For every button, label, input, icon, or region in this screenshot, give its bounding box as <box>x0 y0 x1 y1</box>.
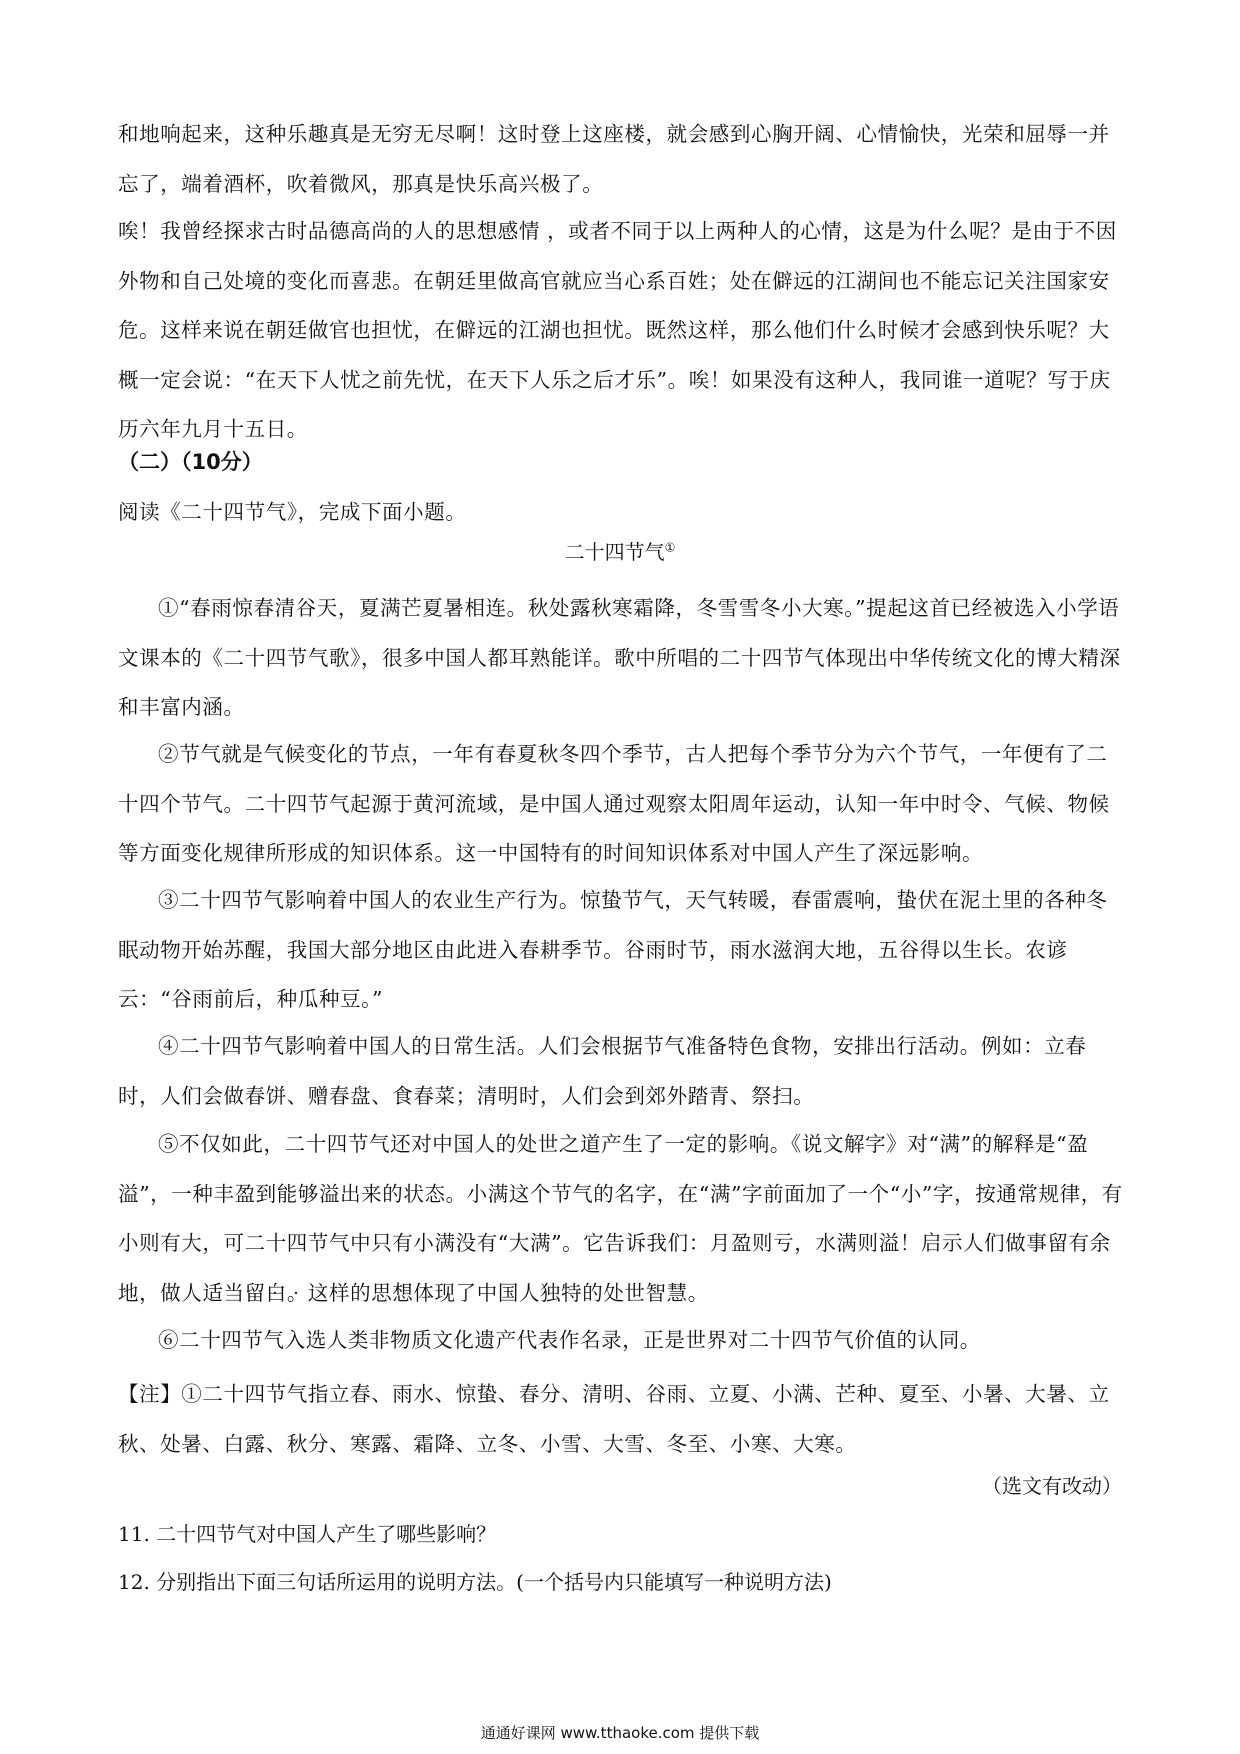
article-paragraph-4: ④二十四节气影响着中国人的日常生活。人们会根据节气准备特色食物，安排出行活动。例如：立春时，人们会做春饼、赠春盘、食春菜；清明时，人们会到郊外踏青、祭扫。 <box>118 1034 1087 1108</box>
article-paragraph-6: ⑥二十四节气入选人类非物质文化遗产代表作名录，正是世界对二十四节气价值的认同。 <box>158 1328 981 1352</box>
source-note: （选文有改动） <box>982 1474 1122 1498</box>
article-note: 【注】①二十四节气指立春、雨水、惊蛰、春分、清明、谷雨、立夏、小满、芒种、夏至、小暑、大暑、立秋、处暑、白露、秋分、寒露、霜降、立冬、小雪、大雪、冬至、小寒、大寒。 <box>118 1382 1110 1456</box>
article-paragraph-2: ②节气就是气候变化的节点，一年有春夏秋冬四个季节，古人把每个季节分为六个节气，一年便有了二十四个节气。二十四节气起源于黄河流域，是中国人通过观察太阳周年运动，认知一年中时令、气候、物候等方面变化规律所形成的知识体系。这一中国特有的时间知识体系对中国人产生了深远影响。 <box>118 742 1110 865</box>
reading-instruction: 阅读《二十四节气》，完成下面小题。 <box>118 500 467 524</box>
emphasis-char-2: 白 · <box>266 1281 287 1305</box>
section-heading: （二）（10分） <box>118 450 263 474</box>
article-title-footnote-mark: ① <box>664 540 676 555</box>
article-paragraph-5-tail: 。这样的思想体现了中国人独特的处世智慧。 <box>286 1280 709 1305</box>
page-footer: 通通好课网 www.tthaoke.com 提供下载 <box>480 1724 760 1742</box>
article-title <box>0 536 1240 565</box>
article-paragraph-5 <box>118 1120 1128 1318</box>
article-paragraph-3: ③二十四节气影响着中国人的农业生产行为。惊蛰节气，天气转暖，春雷震响，蛰伏在泥土里的各种冬眠动物开始苏醒，我国大部分地区由此进入春耕季节。谷雨时节，雨水滋润大地，五谷得以生长。农谚云：“谷雨前后，种瓜种豆。” <box>118 888 1108 1011</box>
article-title-text: 二十四节气 <box>564 540 665 564</box>
translation-paragraph-2: 唉！我曾经探求古时品德高尚的人的思想感情 ，或者不同于以上两种人的心情，这是为什么呢？是由于不因外物和自己处境的变化而喜悲。在朝廷里做高官就应当心系百姓；处在僻远的江湖间也不能忘记关注国家安危。这样来说在朝廷做官也担忧，在僻远的江湖也担忧。既然这样，那么他们什么时候才会感到快乐呢？大概一定会说：“在天下人忧之前先忧，在天下人乐之后才乐”。唉！如果没有这种人，我同谁一道呢？写于庆历六年九月十五日。 <box>118 219 1117 441</box>
question-12: 12. 分别指出下面三句话所运用的说明方法。(一个括号内只能填写一种说明方法) <box>118 1570 832 1594</box>
article-paragraph-1: ①“春雨惊春清谷天，夏满芒夏暑相连。秋处露秋寒霜降，冬雪雪冬小大寒。”提起这首已经被选入小学语文课本的《二十四节气歌》，很多中国人都耳熟能详。歌中所唱的二十四节气体现出中华传统文化的博大精深和丰富内涵。 <box>118 596 1121 719</box>
article-paragraph-5-text: ⑤不仅如此，二十四节气还对中国人的处世之道产生了一定的影响。《说文解字》对“满”的解释是“盈溢”，一种丰盈到能够溢出来的状态。小满这个节气的名字，在“满”字前面加了一个“小”字，按通常规律，有小则有大，可二十四节气中只有小满没有“大满”。它告诉我们：月盈则亏，水满则溢！启示人们做事留有余地，做人适当 <box>118 1132 1123 1305</box>
question-11: 11. 二十四节气对中国人产生了哪些影响？ <box>118 1522 497 1546</box>
translation-paragraph-1: 和地响起来，这种乐趣真是无穷无尽啊！这时登上这座楼，就会感到心胸开阔、心情愉快，光荣和屈辱一并忘了，端着酒杯，吹着微风，那真是快乐高兴极了。 <box>118 122 1110 196</box>
emphasis-char-1: 留 · <box>245 1281 266 1305</box>
